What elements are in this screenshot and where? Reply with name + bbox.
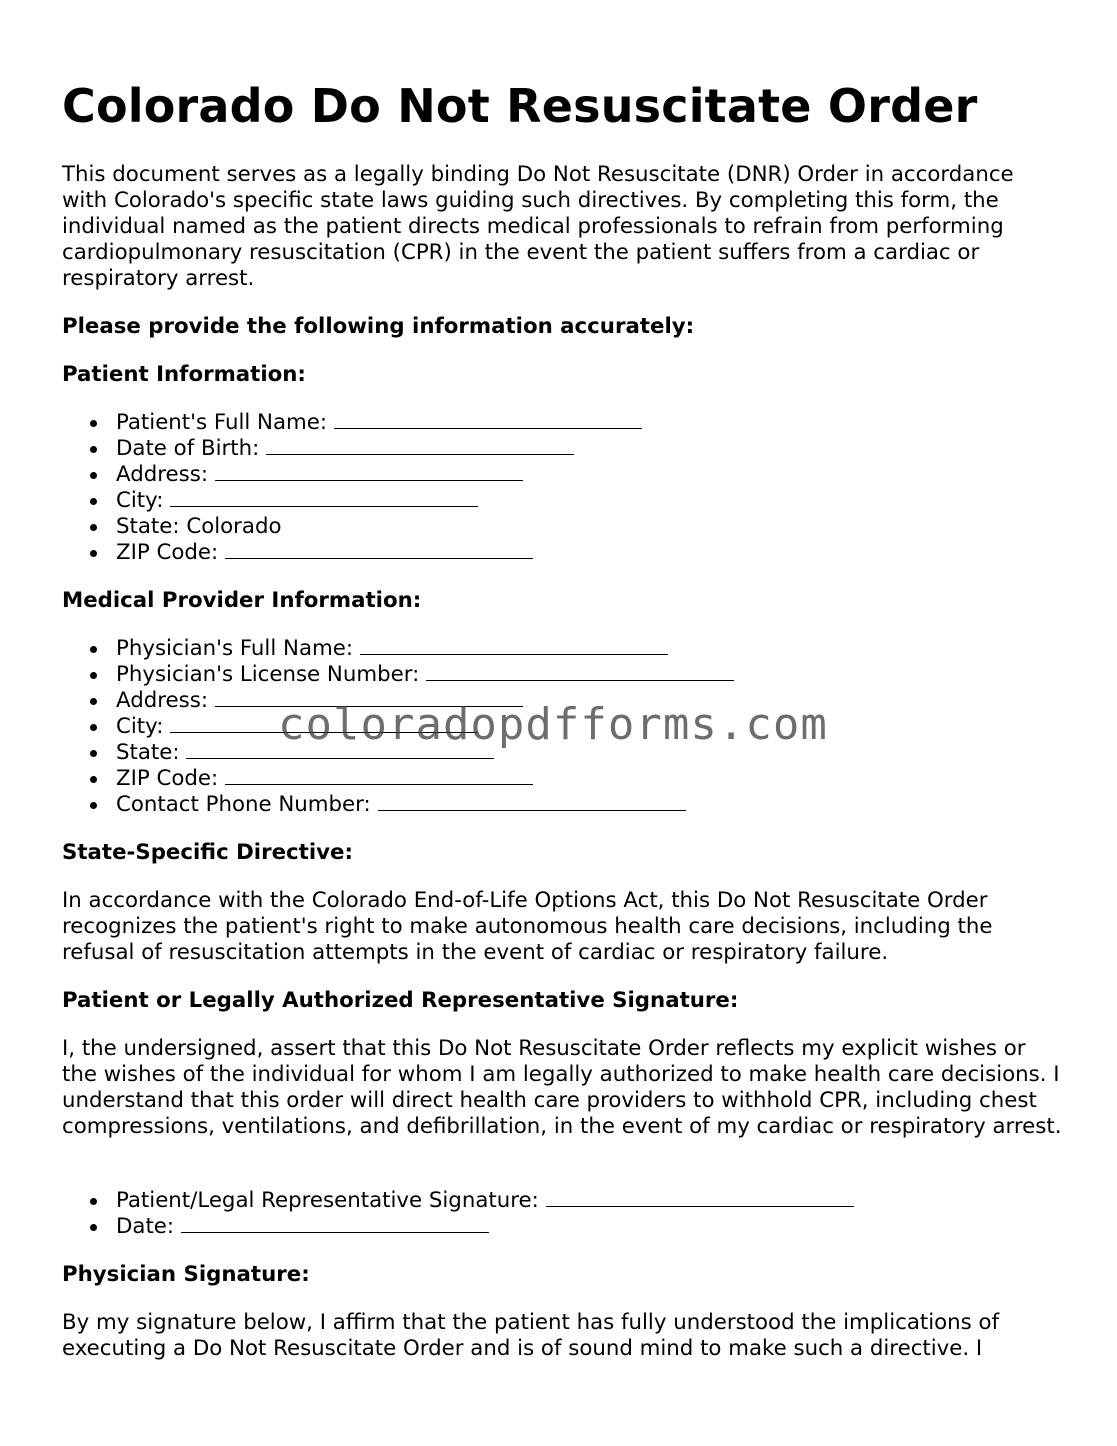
patient-signature-paragraph: I, the undersigned, assert that this Do Not Resuscitate Order reflects my explicit wishes or the wishes of the individual for whom I am legally authorized to make health care decisions. I understand that this order will direct health care providers to withhold CPR, including chest compressions, ventilations, and defibrillation, in the event of my cardiac or respiratory arrest. — [62, 1036, 1062, 1139]
page-title: Colorado Do Not Resuscitate Order — [62, 79, 978, 133]
directive-paragraph: In accordance with the Colorado End-of-Life Options Act, this Do Not Resuscitate Order recognizes the patient's right to make autonomous health care decisions, including the refusal of resuscitation attempts in the event of cardiac or respiratory failure. — [62, 888, 993, 965]
provider-info-heading: Medical Provider Information: — [62, 588, 422, 613]
field-label: ZIP Code: — [116, 540, 219, 565]
field-label: Physician's License Number: — [116, 662, 420, 687]
field-blank[interactable] — [225, 540, 533, 559]
field-label: State: — [116, 740, 180, 765]
field-label: Date: — [116, 1214, 175, 1239]
patient-full-name-field[interactable] — [62, 410, 642, 436]
intro-paragraph: This document serves as a legally binding Do Not Resuscitate (DNR) Order in accordance with Colorado's specific state laws guiding such directives. By completing this form, the individual named as the patient directs medical professionals to refrain from performing cardiopulmonary resuscitation (CPR) in the event the patient suffers from a cardiac or respiratory arrest. — [62, 162, 1014, 291]
field-label: City: — [116, 488, 164, 513]
field-label: Patient/Legal Representative Signature: — [116, 1188, 539, 1213]
field-label: Address: — [116, 688, 208, 713]
field-blank[interactable] — [360, 636, 668, 655]
patient-info-heading: Patient Information: — [62, 362, 306, 387]
representative-signature-field[interactable] — [62, 1188, 854, 1214]
field-label: Address: — [116, 462, 208, 487]
field-blank[interactable] — [225, 766, 533, 785]
field-blank[interactable] — [266, 436, 574, 455]
patient-signature-list — [62, 1188, 854, 1240]
patient-city-field[interactable] — [62, 488, 642, 514]
field-label: Date of Birth: — [116, 436, 260, 461]
field-label: Patient's Full Name: — [116, 410, 328, 435]
field-blank[interactable] — [334, 410, 642, 429]
field-label: State: Colorado — [116, 514, 282, 539]
date-of-birth-field[interactable] — [62, 436, 642, 462]
patient-state-field — [62, 514, 642, 540]
field-blank[interactable] — [378, 792, 686, 811]
directive-heading: State-Specific Directive: — [62, 840, 354, 865]
field-blank[interactable] — [426, 662, 734, 681]
patient-address-field[interactable] — [62, 462, 642, 488]
provider-zip-field[interactable] — [62, 766, 734, 792]
instruction-heading: Please provide the following information accurately: — [62, 314, 695, 339]
physician-signature-paragraph: By my signature below, I affirm that the patient has fully understood the implications of executing a Do Not Resuscitate Order and is of sound mind to make such a directive. I — [62, 1310, 1000, 1361]
signature-date-field[interactable] — [62, 1214, 854, 1240]
field-blank[interactable] — [546, 1188, 854, 1207]
field-blank[interactable] — [215, 462, 523, 481]
field-label: City: — [116, 714, 164, 739]
patient-zip-field[interactable] — [62, 540, 642, 566]
field-blank[interactable] — [181, 1214, 489, 1233]
patient-signature-heading: Patient or Legally Authorized Representative Signature: — [62, 988, 739, 1013]
field-blank[interactable] — [170, 488, 478, 507]
patient-info-list — [62, 410, 642, 566]
field-label: Physician's Full Name: — [116, 636, 354, 661]
field-label: ZIP Code: — [116, 766, 219, 791]
physician-signature-heading: Physician Signature: — [62, 1262, 310, 1287]
contact-phone-field[interactable] — [62, 792, 734, 818]
physician-license-field[interactable] — [62, 662, 734, 688]
physician-full-name-field[interactable] — [62, 636, 734, 662]
field-label: Contact Phone Number: — [116, 792, 371, 817]
watermark: coloradopdfforms.com — [278, 699, 828, 750]
